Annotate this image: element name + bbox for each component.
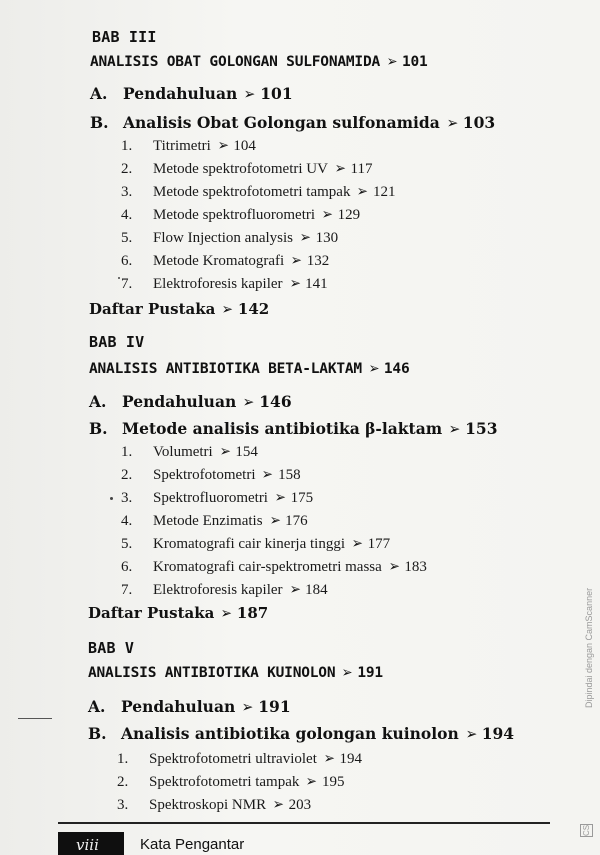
list-item: 3. Spektrofluorometri ➢ 175 [121, 488, 314, 506]
list-item: 2. Spektrofotometri tampak ➢ 195 [117, 772, 345, 790]
list-item: 1. Spektrofotometri ultraviolet ➢ 194 [117, 749, 362, 767]
arrow-icon: ➢ [217, 136, 229, 154]
list-item: 4. Metode spektrofluorometri ➢ 129 [121, 205, 361, 223]
section-4a: A. Pendahuluan ➢ 146 [89, 392, 292, 411]
arrow-icon: ➢ [351, 534, 363, 552]
list-item: 6. Kromatografi cair-spektrometri massa ➢ 183 [121, 557, 427, 575]
section-3a: A. Pendahuluan ➢ 101 [90, 84, 293, 103]
chapter-5-label: BAB V [88, 639, 135, 657]
arrow-icon: ➢ [299, 228, 311, 246]
arrow-icon: ➢ [289, 274, 301, 292]
footer-page-number: viii [76, 836, 99, 854]
chapter-4-title: ANALISIS ANTIBIOTIKA BETA-LAKTAM ➢ 146 [89, 361, 410, 377]
list-item: 4. Metode Enzimatis ➢ 176 [121, 511, 308, 529]
arrow-icon: ➢ [274, 488, 286, 506]
arrow-icon: ➢ [219, 442, 231, 460]
arrow-icon: ➢ [386, 54, 398, 70]
scan-speck [118, 277, 120, 279]
section-5a: A. Pendahuluan ➢ 191 [88, 697, 291, 716]
arrow-icon: ➢ [321, 205, 333, 223]
list-item: 1. Titrimetri ➢ 104 [121, 136, 256, 154]
arrow-icon: ➢ [242, 393, 255, 411]
chapter-3-label: BAB III [92, 28, 157, 46]
arrow-icon: ➢ [262, 465, 274, 483]
arrow-icon: ➢ [357, 182, 369, 200]
list-item: 2. Spektrofotometri ➢ 158 [121, 465, 301, 483]
scan-mark [18, 718, 52, 719]
arrow-icon: ➢ [272, 795, 285, 813]
section-5b: B. Analisis antibiotika golongan kuinolon ➢ 194 [88, 724, 515, 743]
arrow-icon: ➢ [465, 725, 478, 743]
list-item: 3. Spektroskopi NMR ➢ 203 [117, 795, 312, 813]
footer-label: Kata Pengantar [140, 836, 245, 853]
chapter-4-label: BAB IV [89, 333, 145, 351]
list-item: 5. Kromatografi cair kinerja tinggi ➢ 177 [121, 534, 391, 552]
arrow-icon: ➢ [341, 665, 353, 681]
arrow-icon: ➢ [269, 511, 281, 529]
section-3b: B. Analisis Obat Golongan sulfonamida ➢ 103 [90, 113, 496, 132]
arrow-icon: ➢ [368, 361, 380, 377]
list-item: 7. Elektroforesis kapiler ➢ 184 [121, 580, 328, 598]
arrow-icon: ➢ [388, 557, 400, 575]
daftar-pustaka-4: Daftar Pustaka ➢ 187 [88, 604, 269, 622]
arrow-icon: ➢ [334, 159, 346, 177]
daftar-pustaka-3: Daftar Pustaka ➢ 142 [89, 300, 270, 318]
arrow-icon: ➢ [323, 749, 335, 767]
section-4b: B. Metode analisis antibiotika β-laktam ➢ 153 [89, 419, 498, 438]
chapter-5-title: ANALISIS ANTIBIOTIKA KUINOLON ➢ 191 [88, 665, 383, 681]
camscanner-icon: CS [582, 824, 591, 836]
arrow-icon: ➢ [220, 604, 233, 622]
arrow-icon: ➢ [446, 114, 459, 132]
list-item: 3. Metode spektrofotometri tampak ➢ 121 [121, 182, 396, 200]
list-item: 1. Volumetri ➢ 154 [121, 442, 258, 460]
arrow-icon: ➢ [221, 300, 234, 318]
list-item: 5. Flow Injection analysis ➢ 130 [121, 228, 339, 246]
scanner-watermark: Dipindai dengan CamScanner [584, 587, 594, 708]
chapter-3-title: ANALISIS OBAT GOLONGAN SULFONAMIDA ➢ 101 [90, 54, 428, 70]
arrow-icon: ➢ [448, 420, 461, 438]
list-item: 7. Elektroforesis kapiler ➢ 141 [121, 274, 328, 292]
arrow-icon: ➢ [290, 251, 303, 269]
arrow-icon: ➢ [243, 85, 256, 103]
list-item: 2. Metode spektrofotometri UV ➢ 117 [121, 159, 373, 177]
scan-speck [110, 497, 113, 500]
list-item: 6. Metode Kromatografi ➢ 132 [121, 251, 330, 269]
arrow-icon: ➢ [306, 772, 318, 790]
footer-rule [58, 822, 550, 824]
arrow-icon: ➢ [289, 580, 301, 598]
arrow-icon: ➢ [241, 698, 254, 716]
